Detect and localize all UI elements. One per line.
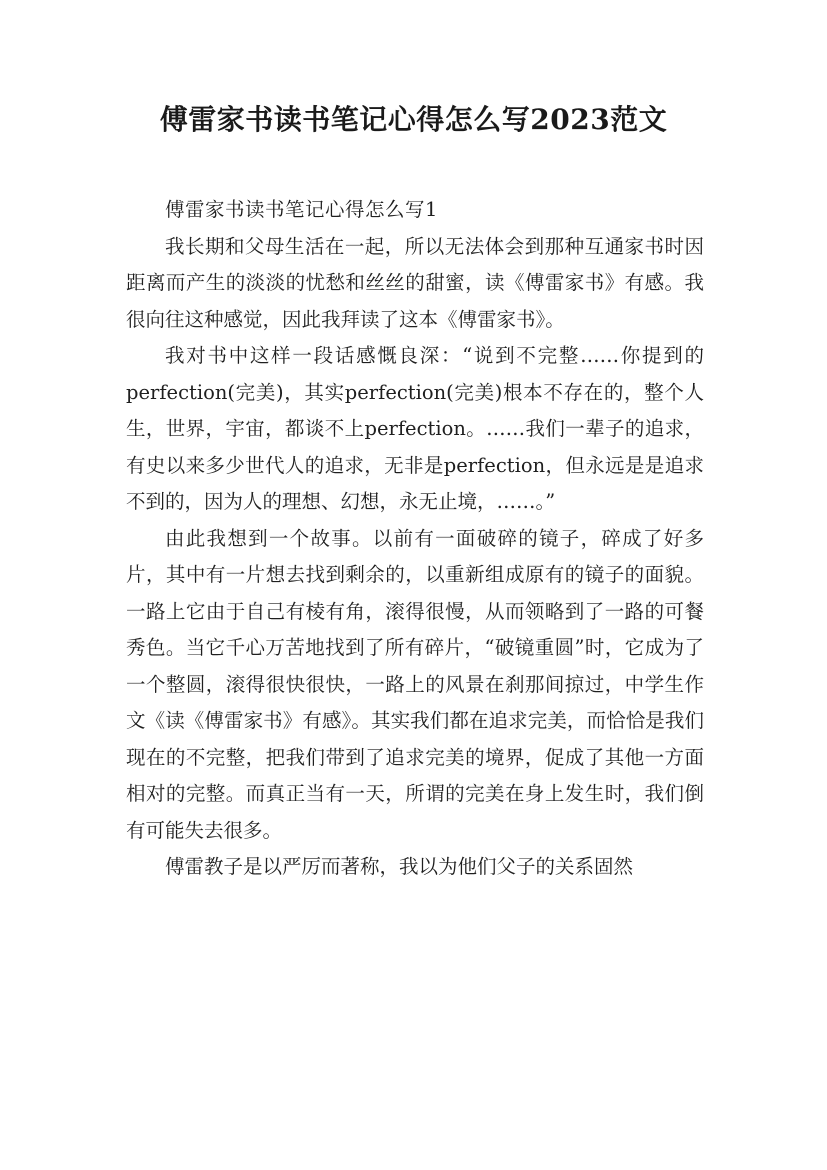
section-heading: 傅雷家书读书笔记心得怎么写1 [165,198,438,221]
paragraph-1: 我长期和父母生活在一起，所以无法体会到那种互通家书时因距离而产生的淡淡的忧愁和丝丝的甜蜜，读《傅雷家书》有感。我很向往这种感觉，因此我拜读了这本《傅雷家书》。 [126,234,704,331]
paragraph-4: 傅雷教子是以严厉而著称，我以为他们父子的关系固然 [165,855,634,878]
paragraph-3: 由此我想到一个故事。以前有一面破碎的镜子，碎成了好多片，其中有一片想去找到剩余的，以重新组成原有的镜子的面貌。一路上它由于自己有棱有角，滚得很慢，从而领略到了一路的可餐秀色。当它千心万苦地找到了所有碎片，“破镜重圆”时，它成为了一个整圆，滚得很快很快，一路上的风景在刹那间掠过，中学生作文《读《傅雷家书》有感》。其实我们都在追求完美，而恰恰是我们现在的不完整，把我们带到了追求完美的境界，促成了其他一方面相对的完整。而真正当有一天，所谓的完美在身上发生时，我们倒有可能失去很多。 [126,526,704,842]
document-body [126,192,704,886]
document-title: 傅雷家书读书笔记心得怎么写2023范文 [159,103,668,136]
paragraph-2: 我对书中这样一段话感慨良深：“说到不完整……你提到的perfection(完美)，其实perfection(完美)根本不存在的，整个人生，世界，宇宙，都谈不上perfection。……我们一辈子的追求，有史以来多少世代人的追求，无非是perfection，但永远是是追求不到的，因为人的理想、幻想，永无止境，……。” [126,344,704,513]
